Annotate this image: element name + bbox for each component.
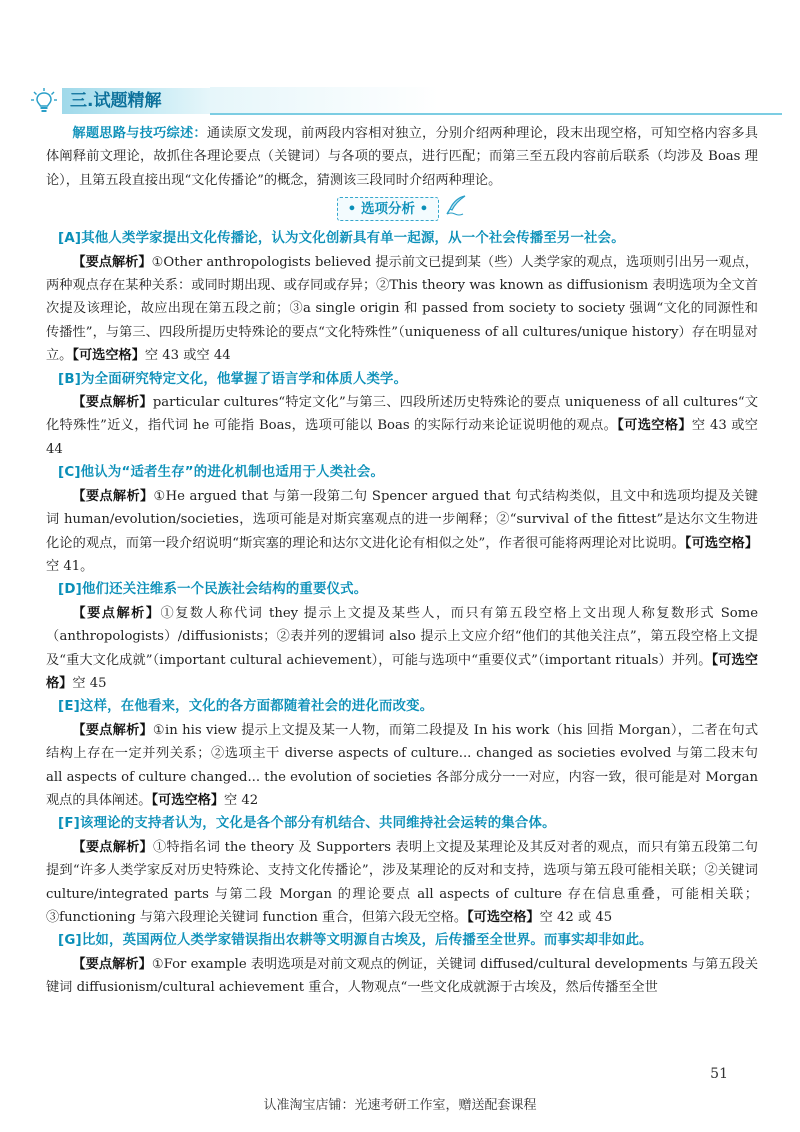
blank-label: 【可选空格】: [46, 652, 758, 691]
analysis-label: 【要点解析】: [72, 605, 161, 621]
option-e-heading: [E]这样，在他看来，文化的各方面都随着社会的进化而改变。: [58, 699, 434, 715]
option-d-analysis: [46, 602, 758, 696]
main-content: [46, 122, 758, 1000]
blank-text: 空 43 或空 44: [46, 418, 758, 457]
header-rule: [210, 87, 782, 115]
option-f-heading: [F]该理论的支持者认为，文化是各个部分有机结合、共同维持社会运转的集合体。: [58, 816, 556, 832]
analysis-text: ①Other anthropologists believed 提示前文已提到某（些）人类学家的观点，选项则引出另一观点，两种观点存在某种关系：或同时期出现、或存同或存异；②This theory was known as diffusionism 表明选项为全文首次提及该理论，故应出现在第五段之前；③a single origin 和 passed from society to society 强调“文化的同源性和传播性”，与第三、四段所提历史特殊论的要点“文化特殊性”（uniqueness of all cultures/unique history）存在明显对立。: [46, 254, 759, 364]
intro-text: 通读原文发现，前两段内容相对独立，分别介绍两种理论，段末出现空格，可知空格内容多具体阐释前文理论，故抓住各理论要点（关键词）与各项的要点，进行匹配；而第三至五段内容前后联系（均涉及 Boas 理论），且第五段直接出现“文化传播论”的概念，猜测该三段同时介绍两种理论。: [46, 126, 758, 188]
analysis-label: 【要点解析】: [72, 722, 153, 738]
analysis-label: 【要点解析】: [72, 956, 152, 972]
option-g-analysis: [46, 953, 758, 1000]
analysis-text: ①特指名词 the theory 及 Supporters 表明上文提及某理论及其反对者的观点，而只有第五段第二句提到“许多人类学家反对历史特殊论、支持文化传播论”，涉及某理论的反对和支持，选项与第五段可能相关联；②关键词 culture/integrated parts 与第二段 Morgan 的理论要点 all aspects of culture 存在信息重叠，可能相关联；③functioning 与第六段理论关键词 function 重合，但第六段无空格。: [46, 839, 758, 925]
option-f-analysis: [46, 836, 758, 930]
blank-text: 空 41。: [46, 558, 94, 574]
option-c-analysis: [46, 485, 758, 579]
option-b-analysis: [46, 391, 758, 461]
blank-text: 空 43 或空 44: [144, 348, 231, 364]
page-number: 51: [710, 1066, 728, 1082]
blank-text: 空 42 或 45: [539, 910, 613, 925]
lightbulb-icon: [30, 87, 58, 115]
section-title: 三.试题精解: [62, 88, 210, 114]
option-d-heading: [D]他们还关注维系一个民族社会结构的重要仪式。: [58, 582, 368, 598]
analysis-label: 【要点解析】: [72, 488, 154, 504]
page-footer: 认准淘宝店铺：光速考研工作室，赠送配套课程: [263, 1098, 537, 1113]
blank-text: 空 45: [72, 675, 107, 691]
option-analysis-badge: • 选项分析 •: [337, 197, 440, 221]
blank-label: 【可选空格】: [684, 535, 759, 551]
feather-pen-icon: [445, 194, 467, 224]
analysis-label: 【要点解析】: [72, 395, 153, 411]
section-header: [30, 88, 782, 114]
blank-label: 【可选空格】: [151, 792, 225, 808]
blank-text: 空 42: [224, 792, 259, 808]
blank-label: 【可选空格】: [617, 418, 692, 434]
intro-paragraph: [46, 122, 758, 192]
option-analysis-header: [46, 194, 758, 224]
option-a-heading: [A]其他人类学家提出文化传播论，认为文化创新具有单一起源，从一个社会传播至另一社会。: [58, 231, 625, 247]
intro-lead: 解题思路与技巧综述：: [72, 126, 207, 141]
analysis-text: particular cultures“特定文化”与第三、四段所述历史特殊论的要点 uniqueness of all cultures“文化特殊性”近义，指代词 he 可能指 Boas，选项可能以 Boas 的实际行动来论证说明他的观点。: [46, 395, 759, 434]
analysis-text: ①in his view 提示上文提及某一人物，而第二段提及 In his work（his 回指 Morgan），二者在句式结构上存在一定并列关系；②选项主干 diverse aspects of culture... changed as societies evolved 与第二段末句 all aspects of culture changed... the evolution of societies 各部分成分一一对应，内容一致，很可能是对 Morgan 观点的具体阐述。: [46, 722, 759, 808]
option-g-heading: [G]比如，英国两位人类学家错误指出农耕等文明源自古埃及，后传播至全世界。而事实却非如此。: [58, 933, 653, 949]
option-b-heading: [B]为全面研究特定文化，他掌握了语言学和体质人类学。: [58, 371, 408, 387]
blank-label: 【可选空格】: [467, 910, 540, 925]
analysis-label: 【要点解析】: [72, 254, 152, 270]
analysis-text: ①He argued that 与第一段第二句 Spencer argued that 句式结构类似，且文中和选项均提及关键词 human/evolution/societies，选项可能是对斯宾塞观点的进一步阐释；②“survival of the fittest”是达尔文生物进化论的观点，而第一段介绍说明“斯宾塞的理论和达尔文进化论有相似之处”，作者很可能将两理论对比说明。: [46, 488, 758, 551]
analysis-label: 【要点解析】: [72, 839, 153, 855]
option-c-heading: [C]他认为“适者生存”的进化机制也适用于人类社会。: [58, 465, 385, 481]
blank-label: 【可选空格】: [72, 348, 145, 364]
analysis-text: ①复数人称代词 they 提示上文提及某些人，而只有第五段空格上文出现人称复数形式 Some（anthropologists）/diffusionists；②表并列的逻辑词 also 提示上文应介绍“他们的其他关注点”，第五段空格上文提及“重大文化成就”（important cultural achievement），可能与选项中“重要仪式”（important rituals）并列。: [46, 605, 759, 668]
analysis-text: ①For example 表明选项是对前文观点的例证，关键词 diffused/cultural developments 与第五段关键词 diffusionism/cultural achievement 重合，人物观点“一些文化成就源于古埃及，然后传播至全世: [46, 956, 759, 996]
option-a-analysis: [46, 251, 758, 368]
option-e-analysis: [46, 719, 758, 813]
